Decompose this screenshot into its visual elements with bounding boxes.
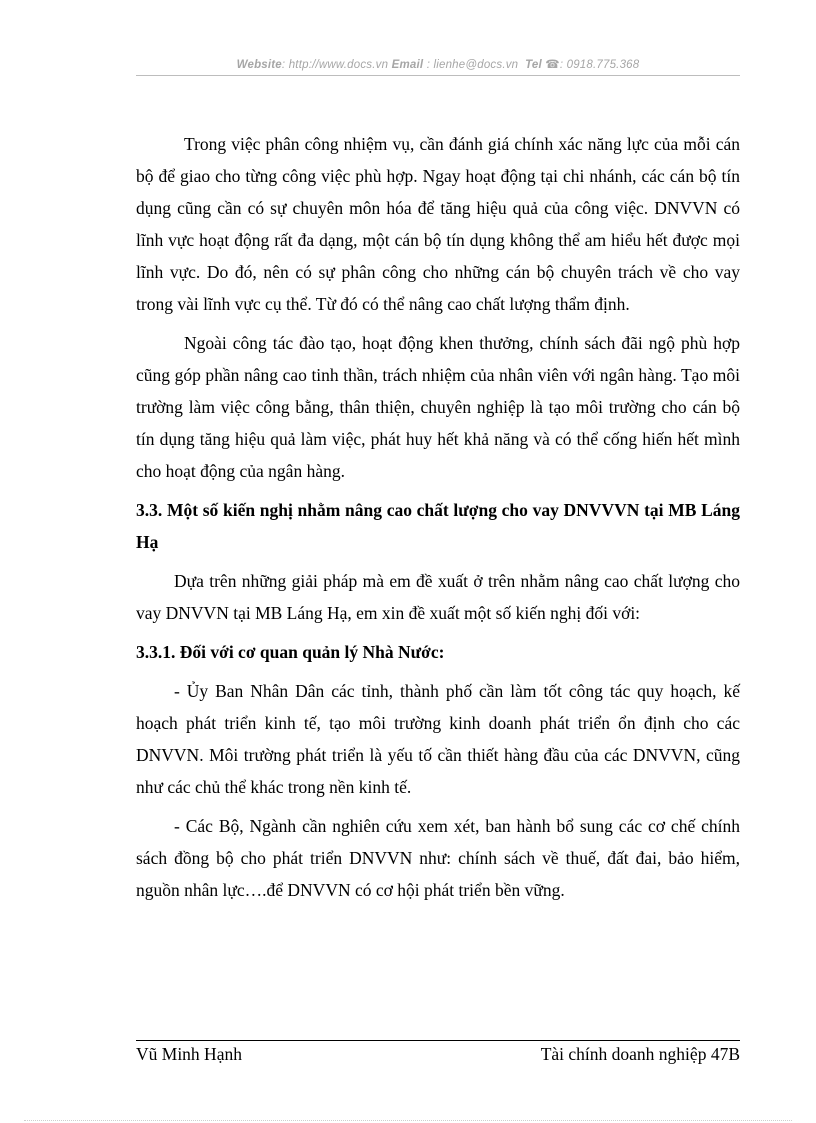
paragraph-training-rewards: Ngoài công tác đào tạo, hoạt động khen thưởng, chính sách đãi ngộ phù hợp cũng góp phần nâng cao tinh thần, trách nhiệm của nhân viên với ngân hàng. Tạo môi trường làm việc công bằng, thân thiện, chuyên nghiệp là tạo môi trường cho cán bộ tín dụng tăng hiệu quả làm việc, phát huy hết khả năng và có thể cống hiến hết mình cho hoạt động của ngân hàng. — [136, 333, 740, 481]
email-label: Email — [391, 59, 424, 71]
section-heading: 3.3. Một số kiến nghị nhằm nâng cao chất lượng cho vay DNVVVN tại MB Láng Hạ — [136, 500, 740, 552]
website-value: : http://www.docs.vn — [281, 59, 389, 71]
email-value: : lienhe@docs.vn — [426, 59, 519, 71]
page-header — [136, 57, 740, 71]
page-edge-divider — [24, 1120, 792, 1121]
bullet-peoples-committee: - Ủy Ban Nhân Dân các tỉnh, thành phố cần làm tốt công tác quy hoạch, kế hoạch phát triển kinh tế, tạo môi trường kinh doanh phát triển ổn định cho các DNVVN. Môi trường phát triển là yếu tố cần thiết hàng đầu của các DNVVN, cũng như các chủ thể khác trong nền kinh tế. — [136, 681, 740, 797]
section-intro: Dựa trên những giải pháp mà em đề xuất ở trên nhằm nâng cao chất lượng cho vay DNVVN tại MB Láng Hạ, em xin đề xuất một số kiến nghị đối với: — [136, 571, 740, 623]
document-body — [136, 128, 740, 913]
subsection-heading: 3.3.1. Đối với cơ quan quản lý Nhà Nước: — [136, 642, 445, 662]
tel-value: : 0918.775.368 — [559, 59, 640, 71]
website-label: Website — [236, 59, 282, 71]
tel-label: Tel — [525, 59, 542, 71]
phone-icon: ☎ — [545, 59, 560, 71]
bullet-ministries: - Các Bộ, Ngành cần nghiên cứu xem xét, ban hành bổ sung các cơ chế chính sách đồng bộ cho phát triển DNVVN như: chính sách về thuế, đất đai, bảo hiểm, nguồn nhân lực….để DNVVN có cơ hội phát triển bền vững. — [136, 816, 740, 900]
paragraph-task-assignment: Trong việc phân công nhiệm vụ, cần đánh giá chính xác năng lực của mỗi cán bộ để giao cho từng công việc phù hợp. Ngay hoạt động tại chi nhánh, các cán bộ tín dụng cũng cần có sự chuyên môn hóa để tăng hiệu quả của công việc. DNVVN có lĩnh vực hoạt động rất đa dạng, một cán bộ tín dụng không thể am hiểu hết được mọi lĩnh vực. Do đó, nên có sự phân công cho những cán bộ chuyên trách về cho vay trong vài lĩnh vực cụ thể. Từ đó có thể nâng cao chất lượng thẩm định. — [136, 134, 740, 314]
footer-author: Vũ Minh Hạnh — [136, 1044, 242, 1064]
header-divider — [136, 75, 740, 76]
footer-class: Tài chính doanh nghiệp 47B — [540, 1044, 740, 1064]
footer-divider — [136, 1040, 740, 1041]
page-footer — [136, 1044, 740, 1065]
